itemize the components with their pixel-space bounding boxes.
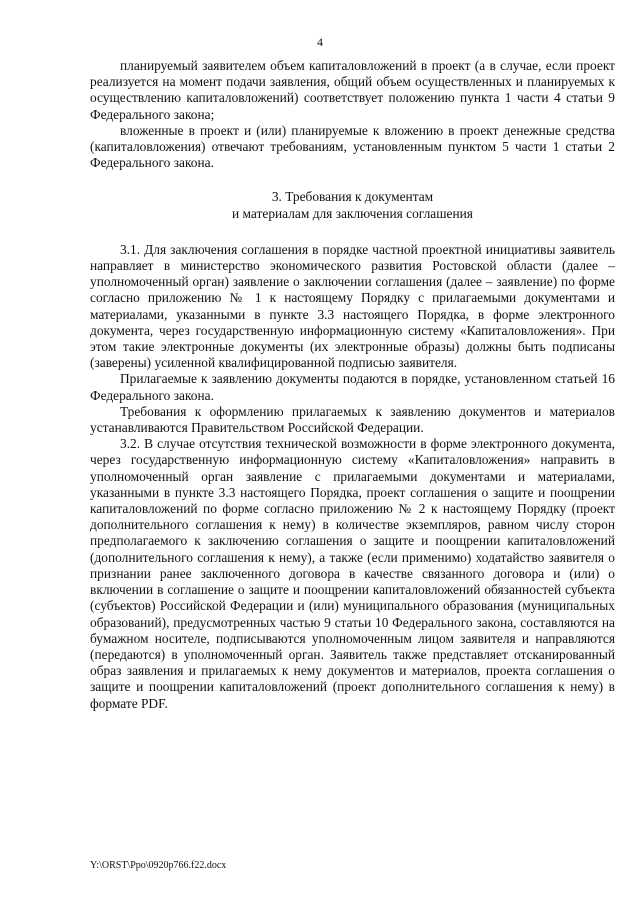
section-heading-line: 3. Требования к документам	[271, 189, 434, 205]
section-paragraph: 3.2. В случае отсутствия технической возможности в форме электронного документа, через государственную информационную систему «Капиталовложения» направить в уполномоченный орган заявление с прилагаемыми документами и материалами, указанными в пункте 3.3 настоящего Порядка, проект соглашения о защите и поощрении капиталовложений по форме согласно приложению № 2 к настоящему Порядку (проект дополнительного соглашения к нему) в количестве экземпляров, равном числу сторон предполагаемого к заключению соглашения о защите и поощрении капиталовложений (дополнительного соглашения к нему), а также (если применимо) ходатайство заявителя о признании ранее заключенного договора в качестве связанного договора и (или) о включении в соглашение о защите и поощрении капиталовложений обязанностей субъекта (субъектов) Российской Федерации и (или) муниципального образования (муниципальных образований), предусмотренных частью 9 статьи 10 Федерального закона, составляются на бумажном носителе, подписываются уполномоченным лицом заявителя и направляются (передаются) в уполномоченный орган. Заявитель также представляет отсканированный образ заявления и прилагаемых к нему документов и материалов, проекта соглашения о защите и поощрении капиталовложений (проект дополнительного соглашения к нему) в формате PDF.	[90, 436, 615, 711]
page-number: 4	[317, 35, 323, 49]
footer-file-path: Y:\ORST\Ppo\0920p766.f22.docx	[90, 860, 227, 871]
intro-paragraph: вложенные в проект и (или) планируемые к вложению в проект денежные средства (капиталовложения) отвечают требованиям, установленным пунктом 5 части 1 статьи 2 Федерального закона.	[90, 122, 615, 171]
section-paragraph: Прилагаемые к заявлению документы подаются в порядке, установленном статьей 16 Федерального закона.	[90, 371, 615, 403]
document-body	[90, 58, 615, 712]
section-paragraph: 3.1. Для заключения соглашения в порядке частной проектной инициативы заявитель направляет в министерство экономического развития Ростовской области (далее – уполномоченный орган) заявление о заключении соглашения (далее – заявление) по форме согласно приложению № 1 к настоящему Порядку с прилагаемыми документами и материалами, указанными в пункте 3.3 настоящего Порядка, в форме электронного документа, через государственную информационную систему «Капиталовложения». При этом такие электронные документы (их электронные образы) должны быть подписаны (заверены) усиленной квалифицированной подписью заявителя.	[90, 241, 615, 371]
intro-paragraph: планируемый заявителем объем капиталовложений в проект (а в случае, если проект реализуется на момент подачи заявления, общий объем осуществленных и планируемых к осуществлению капиталовложений) соответствует положению пункта 1 части 4 статьи 9 Федерального закона;	[90, 58, 615, 122]
section-paragraph: Требования к оформлению прилагаемых к заявлению документов и материалов устанавливаются Правительством Российской Федерации.	[90, 403, 615, 436]
section-heading-line: и материалам для заключения соглашения	[232, 205, 473, 221]
section-heading	[90, 189, 615, 221]
